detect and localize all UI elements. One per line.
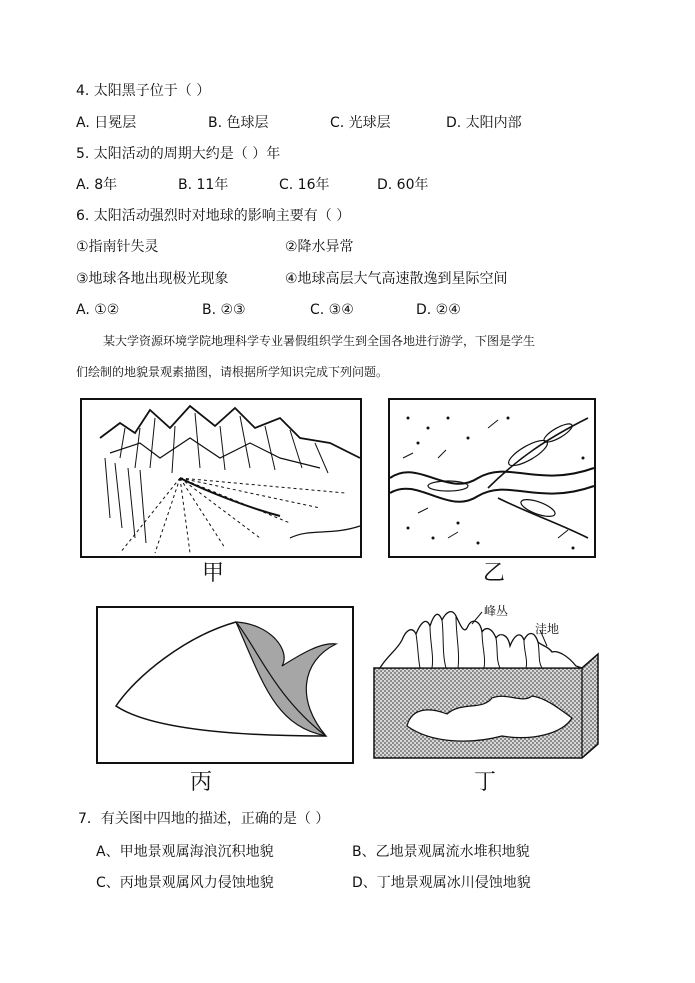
q5-option-b: B. 11年: [178, 177, 229, 193]
q6-option-b: B. ②③: [202, 302, 246, 318]
q6-option-a: A. ①②: [76, 302, 120, 318]
q4-stem: 4. 太阳黑子位于（ ）: [76, 83, 211, 99]
q6-option-c: C. ③④: [310, 302, 354, 318]
q4-option-b: B. 色球层: [208, 115, 269, 131]
q7-option-a: A、甲地景观属海浪沉积地貌: [96, 844, 274, 860]
figure-ding-label: 丁: [474, 770, 497, 795]
figure-ding-peak-label: 峰丛: [484, 604, 509, 618]
q5-option-d: D. 60年: [377, 177, 429, 193]
q6-item-1: ①指南针失灵: [76, 239, 159, 255]
q4-option-a: A. 日冕层: [76, 115, 137, 131]
q7-option-d: D、丁地景观属冰川侵蚀地貌: [352, 875, 531, 891]
figure-yi-river-sketch: [388, 398, 596, 558]
q6-stem: 6. 太阳活动强烈时对地球的影响主要有（ ）: [76, 208, 351, 224]
q6-item-4: ④地球高层大气高速散逸到星际空间: [285, 271, 508, 287]
figure-yi-label: 乙: [483, 561, 506, 586]
q4-option-c: C. 光球层: [330, 115, 391, 131]
figure-bing-label: 丙: [190, 770, 213, 795]
q7-option-c: C、丙地景观属风力侵蚀地貌: [96, 875, 274, 891]
q5-stem: 5. 太阳活动的周期大约是（ ）年: [76, 146, 281, 162]
q5-option-c: C. 16年: [279, 177, 330, 193]
q4-option-d: D. 太阳内部: [446, 115, 522, 131]
figure-jia-alluvial-fan: [80, 398, 362, 558]
passage-line-1: 某大学资源环境学院地理科学专业暑假组织学生到全国各地进行游学，下图是学生: [103, 334, 536, 348]
figure-ding-karst: [372, 606, 600, 764]
figure-jia-label: 甲: [202, 561, 225, 586]
q6-item-3: ③地球各地出现极光现象: [76, 271, 229, 287]
q7-option-b: B、乙地景观属流水堆积地貌: [352, 844, 530, 860]
q5-option-a: A. 8年: [76, 177, 118, 193]
passage-line-2: 们绘制的地貌景观素描图，请根据所学知识完成下列问题。: [76, 365, 389, 379]
q7-stem: 7．有关图中四地的描述，正确的是（ ）: [78, 811, 330, 827]
q6-item-2: ②降水异常: [285, 239, 354, 255]
q6-option-d: D. ②④: [416, 302, 461, 318]
figure-ding-depression-label: 洼地: [535, 622, 560, 636]
figure-bing-dune: [96, 606, 354, 764]
